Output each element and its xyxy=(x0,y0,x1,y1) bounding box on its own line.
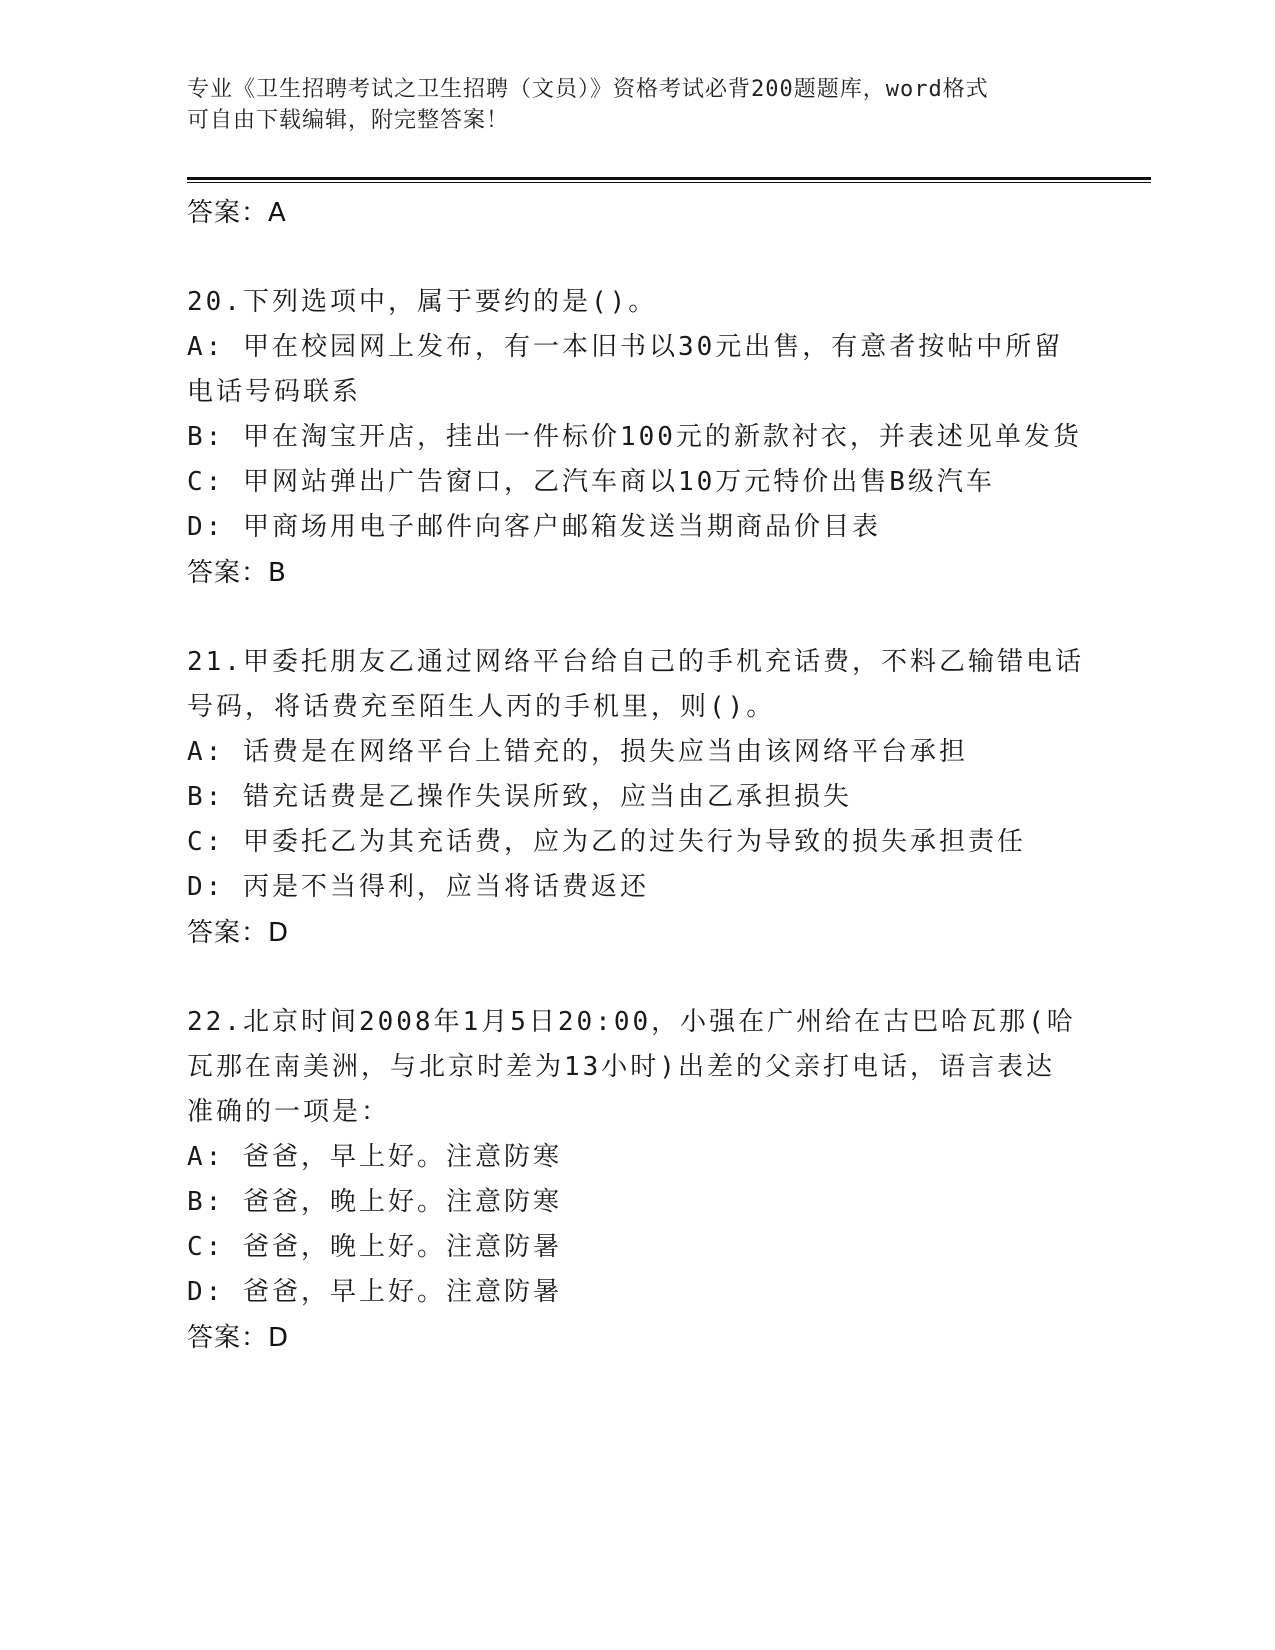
question-stem-line: 20.下列选项中，属于要约的是()。 xyxy=(187,287,658,317)
document-header xyxy=(187,74,1087,136)
option-a: A: 话费是在网络平台上错充的，损失应当由该网络平台承担 xyxy=(187,737,968,767)
option-a: A: 爸爸，早上好。注意防寒 xyxy=(187,1142,562,1172)
question-stem-line: 准确的一项是： xyxy=(187,1097,391,1127)
option-c: C: 甲委托乙为其充话费，应为乙的过失行为导致的损失承担责任 xyxy=(187,827,1026,857)
question-block-21 xyxy=(187,640,1087,956)
question-stem-line: 瓦那在南美洲，与北京时差为13小时)出差的父亲打电话，语言表达 xyxy=(187,1052,1055,1082)
option-b: B: 错充话费是乙操作失误所致，应当由乙承担损失 xyxy=(187,782,852,812)
spacer xyxy=(187,956,1087,1000)
option-c: C: 甲网站弹出广告窗口，乙汽车商以10万元特价出售B级汽车 xyxy=(187,467,995,497)
option-c: C: 爸爸，晚上好。注意防暑 xyxy=(187,1232,562,1262)
header-line-1: 专业《卫生招聘考试之卫生招聘（文员）》资格考试必背200题题库，word格式 xyxy=(187,77,989,102)
option-a-line-1: A: 甲在校园网上发布，有一本旧书以30元出售，有意者按帖中所留 xyxy=(187,332,1064,362)
question-block-20 xyxy=(187,280,1087,596)
header-divider-thin xyxy=(187,182,1151,183)
answer-line: 答案：D xyxy=(187,918,290,948)
answer-line: 答案：D xyxy=(187,1323,290,1353)
spacer xyxy=(187,236,1087,280)
option-d: D: 爸爸，早上好。注意防暑 xyxy=(187,1277,562,1307)
option-d: D: 甲商场用电子邮件向客户邮箱发送当期商品价目表 xyxy=(187,512,881,542)
header-divider-thick xyxy=(187,177,1151,180)
question-stem-line: 21.甲委托朋友乙通过网络平台给自己的手机充话费，不料乙输错电话 xyxy=(187,647,1084,677)
option-d: D: 丙是不当得利，应当将话费返还 xyxy=(187,872,649,902)
question-stem-line: 22.北京时间2008年1月5日20:00，小强在广州给在古巴哈瓦那(哈 xyxy=(187,1007,1076,1037)
header-line-2: 可自由下载编辑，附完整答案！ xyxy=(187,108,510,133)
spacer xyxy=(187,596,1087,640)
question-block-22 xyxy=(187,1000,1087,1361)
option-b: B: 甲在淘宝开店，挂出一件标价100元的新款衬衣，并表述见单发货 xyxy=(187,422,1082,452)
option-b: B: 爸爸，晚上好。注意防寒 xyxy=(187,1187,562,1217)
question-stem-line: 号码，将话费充至陌生人丙的手机里，则()。 xyxy=(187,692,776,722)
answer-line: 答案：B xyxy=(187,558,287,588)
option-a-line-2: 电话号码联系 xyxy=(187,377,362,407)
question-list xyxy=(187,190,1087,1361)
answer-line: 答案：A xyxy=(187,198,287,228)
